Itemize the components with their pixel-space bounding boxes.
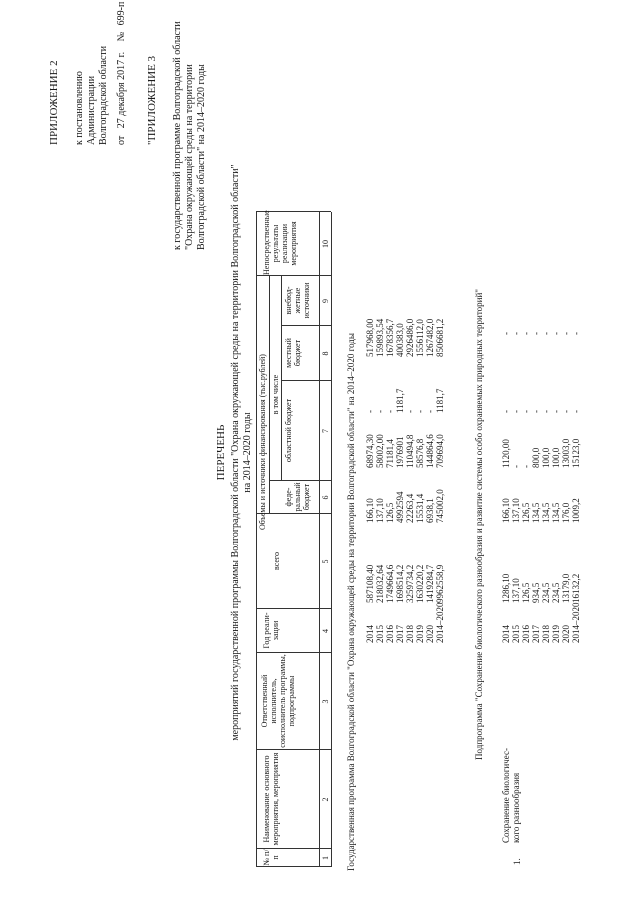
table-cell: - — [531, 332, 541, 335]
program-reference-line3: Волгоградской области" на 2014–2020 годы — [196, 64, 207, 250]
table-cell: 1181,7 — [435, 388, 445, 413]
col-header-number: № п/п — [262, 849, 280, 866]
table-cell: - — [365, 410, 375, 413]
col-num-10: 10 — [321, 240, 330, 248]
table-cell: 8506681,2 — [435, 318, 445, 357]
col-num-1: 1 — [321, 856, 330, 860]
table-cell: - — [541, 410, 551, 413]
table-cell: 1267482,0 — [425, 318, 435, 357]
table-cell: 6938,1 — [425, 498, 435, 523]
to-resolution-text: к постановлению — [74, 71, 85, 145]
item-number: 1. — [512, 858, 522, 865]
table-cell: 2015 — [511, 625, 521, 643]
table-cell: 2014–2020 — [571, 602, 581, 643]
table-cell: - — [571, 410, 581, 413]
table-cell: 1556112,0 — [415, 319, 425, 357]
table-cell: 15123,0 — [571, 438, 581, 468]
table-cell: - — [415, 410, 425, 413]
table-cell: 234,5 — [541, 582, 551, 603]
administration-text: Администрации — [86, 75, 97, 145]
table-cell: 2020 — [561, 625, 571, 643]
table-cell: 517968,00 — [365, 318, 375, 357]
table-cell: 800,0 — [531, 447, 541, 468]
table-cell: 16132,2 — [571, 573, 581, 603]
table-cell: 159893,54 — [375, 318, 385, 357]
table-cell: 110494,8 — [405, 434, 415, 468]
table-cell: 218032,64 — [375, 564, 385, 603]
table-cell: 1181,7 — [395, 388, 405, 413]
table-cell: 4992594 — [395, 491, 405, 523]
resolution-date-line — [116, 2, 127, 145]
table-cell: 2016 — [521, 625, 531, 643]
table-cell: 2016 — [385, 625, 395, 643]
table-cell: - — [521, 332, 531, 335]
table-cell: 1120,00 — [501, 439, 511, 468]
date-prefix: от — [116, 135, 127, 145]
program-reference-line2: "Охрана окружающей среды на территории — [184, 64, 195, 250]
table-cell: 2014–2020 — [435, 602, 445, 643]
table-cell: 1630220,2 — [415, 564, 425, 603]
resolution-number: 699-п — [116, 1, 127, 26]
table-cell: - — [375, 410, 385, 413]
table-cell: - — [511, 410, 521, 413]
table-cell: 2019 — [415, 625, 425, 643]
col-header-name: Наименование основного мероприятия, мероприятия — [262, 752, 280, 846]
document-title: ПЕРЕЧЕНЬ — [215, 424, 227, 481]
program-reference-line1: к государственной программе Волгоградской области — [172, 21, 183, 250]
table-cell: 745002,0 — [435, 489, 445, 523]
item-name-line1: Сохранение биологичес- — [501, 748, 511, 843]
table-cell: - — [571, 332, 581, 335]
table-cell: 2018 — [405, 625, 415, 643]
table-cell: 2014 — [365, 625, 375, 643]
subprogram-local-column — [501, 410, 581, 413]
subprogram-regional-column — [501, 439, 581, 468]
table-cell: 2926486,0 — [405, 318, 415, 357]
col-num-3: 3 — [321, 699, 330, 704]
table-cell: 134,5 — [531, 502, 541, 523]
table-cell: - — [385, 410, 395, 413]
resolution-date: 27 декабря 2017 г. — [116, 51, 127, 129]
col-num-9: 9 — [321, 299, 330, 303]
col-header-year: Год реали-зации — [262, 612, 280, 649]
table-cell: 144864,6 — [425, 434, 435, 468]
subprogram-federal-column — [501, 498, 581, 523]
program-section-title: Государственная программа Волгоградской области "Охрана окружающей среды на территории Волгоградской области" на 2014–2020 годы — [346, 333, 356, 871]
col-header-local: местный бюджет — [284, 338, 302, 368]
col-header-regional: областной бюджет — [284, 398, 293, 463]
table-cell: - — [501, 332, 511, 335]
table-cell: - — [541, 332, 551, 335]
table-cell: - — [511, 465, 521, 468]
table-cell: - — [511, 332, 521, 335]
program-federal-column — [365, 489, 445, 523]
table-cell: - — [561, 410, 571, 413]
table-cell: - — [531, 410, 541, 413]
col-header-federal: феде-ральный бюджет — [284, 482, 311, 512]
table-cell: 1009,2 — [571, 498, 581, 523]
table-cell: 100,0 — [551, 447, 561, 468]
col-num-8: 8 — [321, 351, 330, 356]
table-cell: 2019 — [551, 625, 561, 643]
program-extrabudget-column — [365, 319, 445, 357]
table-cell: 22263,4 — [405, 493, 415, 523]
col-num-7: 7 — [321, 429, 330, 433]
col-header-funding: Объемы и источники финансирования (тыс.рублей) — [258, 354, 267, 530]
appendix-3-label: "ПРИЛОЖЕНИЕ 3 — [146, 55, 158, 145]
table-cell: - — [501, 410, 511, 413]
table-cell: 1749664,6 — [385, 564, 395, 603]
table-cell: 1678356,7 — [385, 318, 395, 357]
table-cell: 1419284,7 — [425, 564, 435, 603]
subprogram-title: Подпрограмма "Сохранение биологического разнообразия и развитие системы особо охраняемых природных территорий" — [474, 289, 484, 760]
table-cell: 126,5 — [385, 502, 395, 523]
table-cell: - — [405, 410, 415, 413]
table-cell: 2014 — [501, 625, 511, 643]
col-header-including: в том числе — [271, 374, 280, 415]
document-subtitle-line2: на 2014–2020 годы — [242, 412, 253, 493]
program-regional-column — [365, 434, 445, 468]
table-cell: 58002,00 — [375, 434, 385, 468]
table-cell: 2018 — [541, 625, 551, 643]
table-cell: 709694,0 — [435, 434, 445, 468]
table-cell: 126,5 — [521, 502, 531, 523]
table-cell: - — [521, 410, 531, 413]
col-num-2: 2 — [321, 797, 330, 802]
table-cell: 100,0 — [541, 447, 551, 468]
program-years-column — [365, 603, 445, 644]
table-cell: 2017 — [531, 625, 541, 643]
table-cell: 134,5 — [541, 502, 551, 523]
table-cell: 400383,0 — [395, 323, 405, 357]
table-cell: 13179,0 — [561, 573, 571, 603]
table-cell: 1286,10 — [501, 573, 511, 603]
region-text: Волгоградской области — [98, 45, 109, 145]
table-cell: - — [521, 465, 531, 468]
program-total-column — [365, 565, 445, 603]
table-cell: 2017 — [395, 625, 405, 643]
table-cell: 1698514,2 — [395, 564, 405, 603]
table-cell: 2020 — [425, 625, 435, 643]
table-cell: 176,0 — [561, 502, 571, 523]
program-local-column — [365, 389, 445, 413]
table-cell: 2015 — [375, 625, 385, 643]
table-cell: 234,5 — [551, 582, 561, 603]
table-cell: 137,10 — [511, 578, 521, 603]
table-cell: 9962558,9 — [435, 564, 445, 603]
subprogram-years-column — [501, 603, 581, 644]
table-cell: 166,10 — [501, 498, 511, 523]
table-cell: 137,10 — [375, 498, 385, 523]
col-header-total: всего — [272, 552, 281, 571]
table-cell: - — [561, 332, 571, 335]
col-num-5: 5 — [321, 559, 330, 564]
table-cell: 934,5 — [531, 582, 541, 603]
table-cell: 587108,40 — [365, 564, 375, 603]
appendix-2-label: ПРИЛОЖЕНИЕ 2 — [48, 60, 60, 145]
table-cell: 1976901 — [395, 436, 405, 468]
table-cell: 71181,4 — [385, 439, 395, 468]
table-cell: - — [551, 332, 561, 335]
table-cell: 58576,8 — [415, 438, 425, 468]
table-cell: 166,10 — [365, 498, 375, 523]
subprogram-extrabudget-column — [501, 332, 581, 335]
table-cell: 68974,30 — [365, 434, 375, 468]
table-cell: 13003,0 — [561, 438, 571, 468]
table-cell: 3259734,2 — [405, 564, 415, 603]
col-header-executor: Ответственный исполнитель, соисполнитель программы, подпрограммы — [260, 654, 296, 748]
col-header-results: Непосредственные результаты реализации мероприятия — [262, 210, 298, 275]
table-cell: 134,5 — [551, 502, 561, 523]
table-cell: - — [425, 410, 435, 413]
document-subtitle-line1: мероприятий государственной программы Волгоградской области "Охрана окружающей среды на территории Волгоградской области" — [230, 164, 241, 741]
table-cell: 126,5 — [521, 582, 531, 603]
table-cell: 15531,4 — [415, 493, 425, 523]
subprogram-total-column — [501, 574, 581, 603]
col-num-4: 4 — [321, 629, 330, 633]
col-num-6: 6 — [321, 495, 330, 500]
table-cell: - — [551, 410, 561, 413]
number-prefix: № — [116, 31, 127, 42]
table-cell: 137,10 — [511, 498, 521, 523]
item-name-line2: кого разнообразия — [511, 772, 521, 843]
col-header-extrabudget: внебюд-жетные источники — [284, 282, 311, 319]
